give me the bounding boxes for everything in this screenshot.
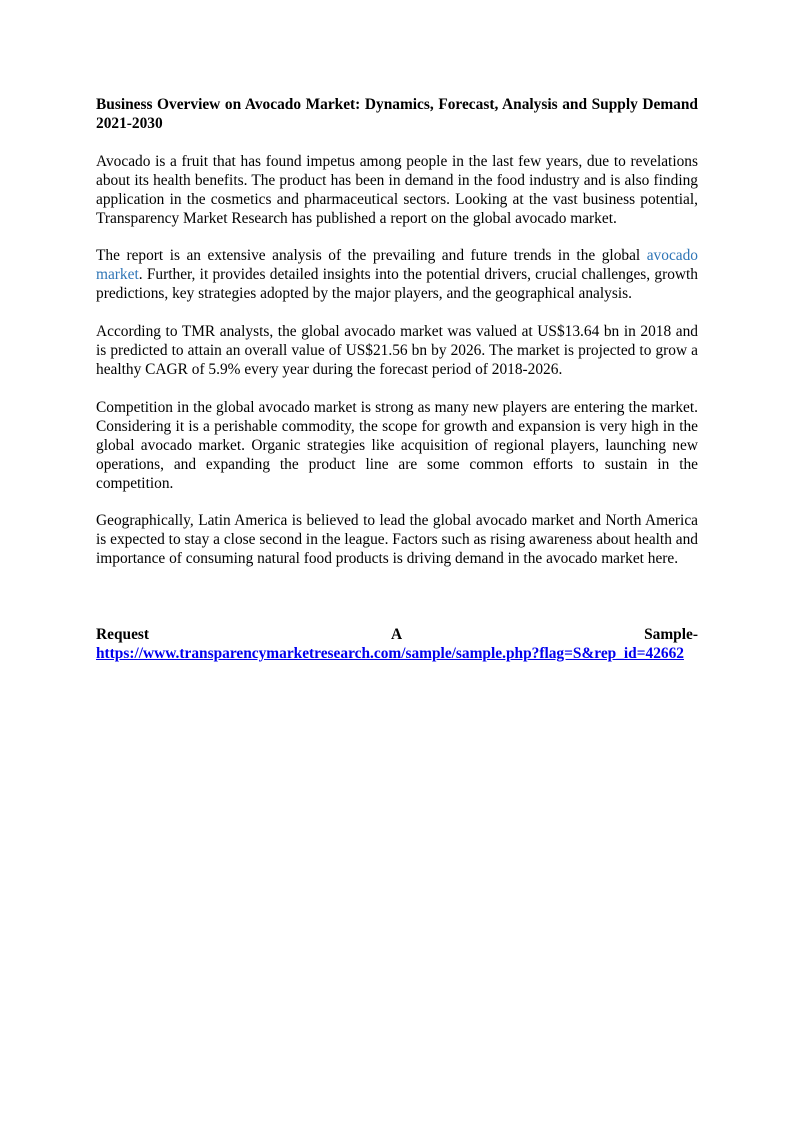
a-word: A (391, 626, 403, 644)
request-sample-url-block (96, 645, 698, 664)
paragraph-intro: Avocado is a fruit that has found impetus among people in the last few years, due to revelations about its health benefits. The product has been in demand in the food industry and is also finding application in the cosmetics and pharmaceutical sectors. Looking at the vast business potential, Transparency Market Research has published a report on the global avocado market. (96, 152, 698, 227)
avocado-market-link[interactable]: avocado market (96, 247, 698, 284)
sample-word: Sample- (644, 626, 698, 644)
paragraph-report-text-before: The report is an extensive analysis of the prevailing and future trends in the global (96, 247, 647, 265)
paragraph-report-text-after: . Further, it provides detailed insights into the potential drivers, crucial challenges, growth predictions, key strategies adopted by the major players, and the geographical analysis. (96, 266, 698, 303)
paragraph-report (96, 247, 698, 304)
sample-request-url-link[interactable]: https://www.transparencymarketresearch.com/sample/sample.php?flag=S&rep_id=42662 (96, 645, 684, 663)
paragraph-geography: Geographically, Latin America is believed to lead the global avocado market and North America is expected to stay a close second in the league. Factors such as rising awareness about health and importance of consuming natural food products is driving demand in the avocado market here. (96, 512, 698, 568)
request-word: Request (96, 626, 150, 644)
request-sample-heading (96, 626, 698, 645)
paragraph-competition: Competition in the global avocado market is strong as many new players are entering the market. Considering it is a perishable commodity, the scope for growth and expansion is very high in the global avocado market. Organic strategies like acquisition of regional players, launching new operations, and expanding the product line are some common efforts to sustain in the competition. (96, 398, 698, 492)
document-title: Business Overview on Avocado Market: Dynamics, Forecast, Analysis and Supply Demand 2021-2030 (96, 96, 698, 132)
document-page (96, 96, 698, 664)
section-spacer (96, 588, 698, 626)
paragraph-valuation: According to TMR analysts, the global avocado market was valued at US$13.64 bn in 2018 and is predicted to attain an overall value of US$21.56 bn by 2026. The market is projected to grow a healthy CAGR of 5.9% every year during the forecast period of 2018-2026. (96, 323, 698, 378)
